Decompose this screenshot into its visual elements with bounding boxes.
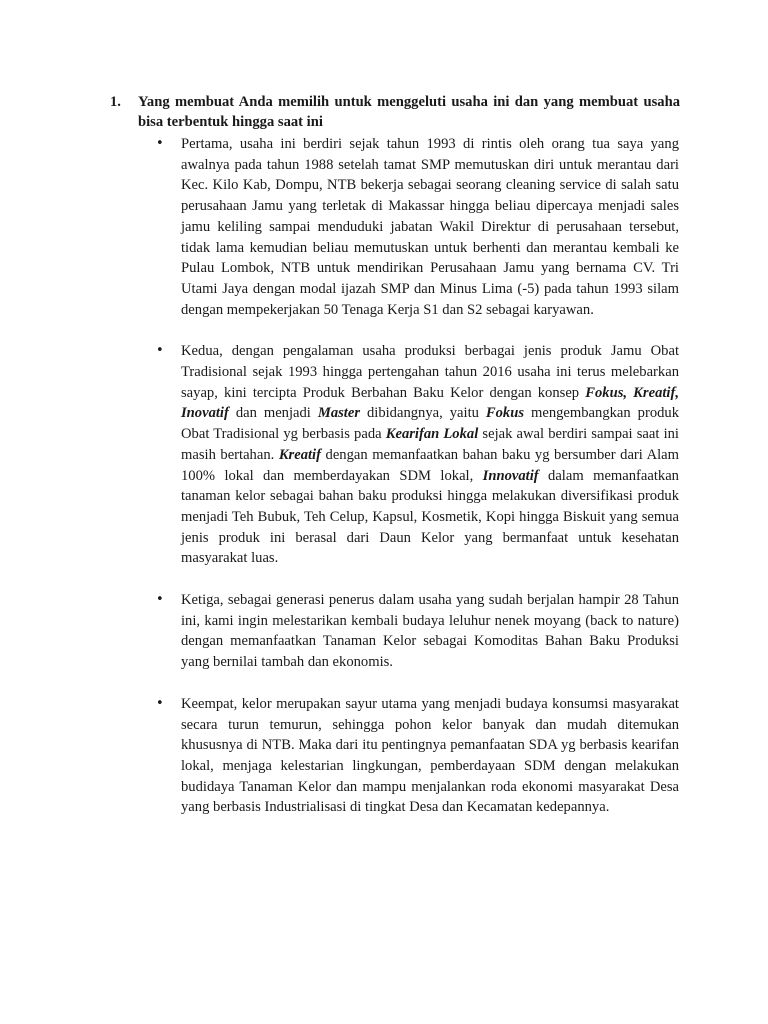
bullet-text-segment: dalam memanfaatkan tanaman kelor sebagai bahan baku produksi hingga melakukan diversifikasi produk menjadi Teh Bubuk, Teh Celup, Kapsul, Kosmetik, Kopi hingga Biskuit yang semua jenis produk ini berasal dari Daun Kelor yang bermanfaat untuk kesehatan masyarakat luas. [181,467,679,567]
answer-bullet-pertama [155,134,679,320]
bullet-text-segment: dengan memanfaatkan bahan baku yg bersumber dari Alam 100% lokal dan memberdayakan SDM lokal, [181,446,679,484]
bullet-marker: • [156,695,164,711]
bullet-marker: • [156,592,164,608]
emphasis-fokus: Fokus [485,405,525,422]
question-heading [110,92,680,132]
bullet-text: Ketiga, sebagai generasi penerus dalam usaha yang sudah berjalan hampir 28 Tahun ini, kami ingin melestarikan kembali budaya leluhur nenek moyang (back to nature) dengan memanfaatkan Tanaman Kelor sebagai Komoditas Bahan Baku Produksi yang bernilai tambah dan ekonomis. [181,592,679,671]
answer-bullet-keempat [155,694,679,818]
bullet-text: Keempat, kelor merupakan sayur utama yang menjadi budaya konsumsi masyarakat secara turun temurun, sehingga pohon kelor banyak dan mudah ditemukan khususnya di NTB. Maka dari itu pentingnya pemanfaatan SDA yg berbasis kearifan lokal, menjaga kelestarian lingkungan, pemberdayaan SDM dengan melakukan budidaya Tanaman Kelor dan mampu menjalankan roda ekonomi masyarakat Desa yang berbasis Industrialisasi di tingkat Desa dan Kecamatan kedepannya. [181,695,679,816]
emphasis-master: Master [317,405,361,422]
bullet-text-segment: Kedua, dengan pengalaman usaha produksi berbagai jenis produk Jamu Obat Tradisional sejak 1993 hingga pertengahan tahun 2016 usaha ini terus melebarkan sayap, kini tercipta Produk Berbahan Baku Kelor dengan konsep [181,343,679,401]
bullet-text-segment: sejak awal berdiri sampai saat ini masih bertahan. [181,426,679,463]
bullet-marker: • [156,136,164,151]
emphasis-kearifan-lokal: Kearifan Lokal [385,426,479,443]
emphasis-innovatif: Innovatif [482,467,539,484]
emphasis-fokus-kreatif-inovatif: Fokus, Kreatif, Inovatif [181,384,679,422]
answer-bullet-kedua [155,341,679,569]
bullet-text-segment: mengembangkan produk Obat Tradisional yg berbasis pada [181,405,680,443]
bullet-text-segment: dan menjadi [228,405,318,422]
question-text: Yang membuat Anda memilih untuk menggeluti usaha ini dan yang membuat usaha bisa terbentuk hingga saat ini [138,94,680,130]
question-number: 1. [110,94,121,110]
answer-bullet-ketiga [155,590,679,673]
emphasis-kreatif: Kreatif [278,446,321,463]
bullet-marker: • [156,343,164,359]
answer-list [155,134,679,839]
bullet-text-segment: dibidangnya, yaitu [360,405,486,422]
bullet-text: Pertama, usaha ini berdiri sejak tahun 1993 di rintis oleh orang tua saya yang awalnya pada tahun 1988 setelah tamat SMP memutuskan diri untuk merantau dari Kec. Kilo Kab, Dompu, NTB bekerja sebagai seorang cleaning service di salah satu perusahaan Jamu yang terletak di Makassar hingga beliau dipercaya menjadi sales jamu keliling sampai menduduki jabatan Wakil Direktur di perusahaan tersebut, tidak lama kemudian beliau memutuskan untuk berhenti dan merantau kembali ke Pulau Lombok, NTB untuk mendirikan Perusahaan Jamu yang bernama CV. Tri Utami Jaya dengan modal ijazah SMP dan Minus Lima (-5) pada tahun 1993 silam dengan mempekerjakan 50 Tenaga Kerja S1 dan S2 sebagai karyawan. [181,136,679,318]
